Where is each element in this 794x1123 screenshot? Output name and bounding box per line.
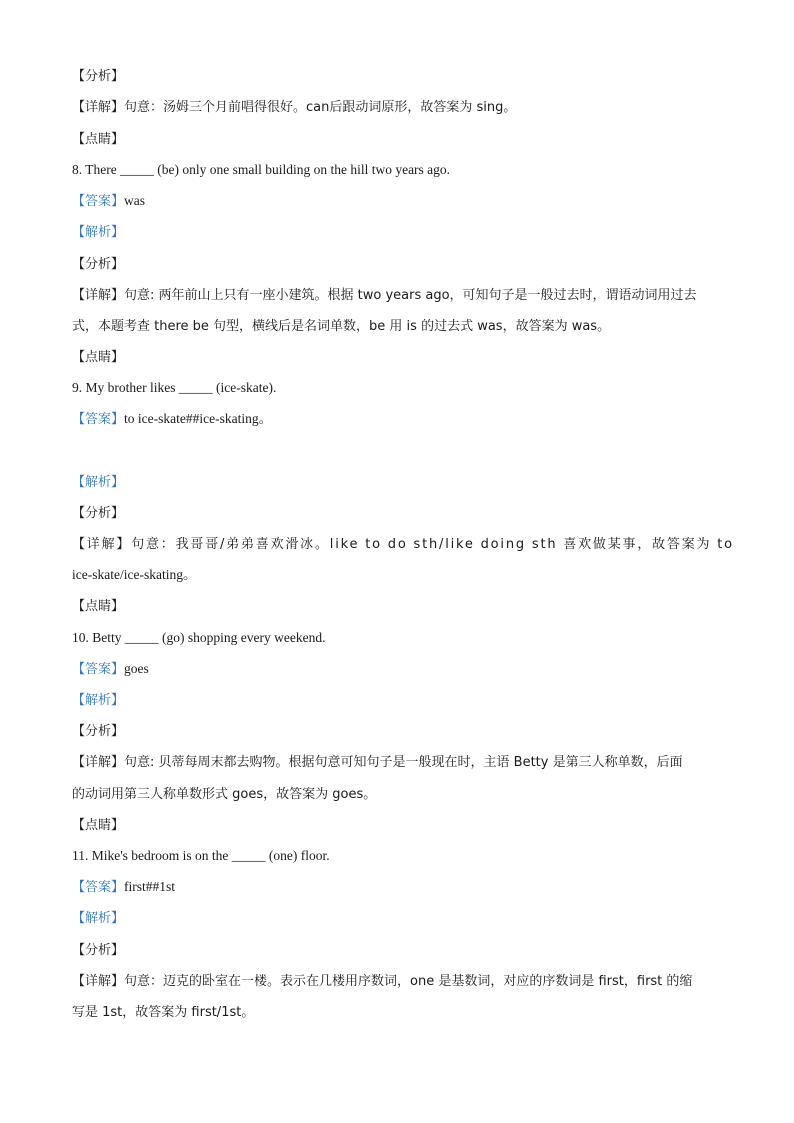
q10-detail-text-1: 句意: 贝蒂每周末都去购物。根据句意可知句子是一般现在时，主语 Betty 是第三人称单数，后面 <box>124 755 683 770</box>
q11-detail-line-2 <box>72 1002 722 1023</box>
tip-tag: 【点睛】 <box>72 818 125 833</box>
q9-detail-line-1 <box>72 534 734 555</box>
detail-tag: 【详解】 <box>72 537 132 552</box>
explanation-tag: 【解析】 <box>72 911 125 926</box>
q10-detail-line-1 <box>72 752 722 773</box>
explanation-tag: 【解析】 <box>72 693 125 708</box>
analysis-tag: 【分析】 <box>72 257 125 272</box>
q10-tip-line <box>72 815 722 836</box>
q7-detail-text: 句意：汤姆三个月前唱得很好。can后跟动词原形，故答案为 sing。 <box>124 100 517 115</box>
q8-question: 8. There _____ (be) only one small building on the hill two years ago. <box>72 162 451 177</box>
q7-analysis-line <box>72 66 722 87</box>
analysis-tag: 【分析】 <box>72 943 125 958</box>
q9-detail-text-1: 句意：我哥哥/弟弟喜欢滑冰。like to do sth/like doing sth 喜欢做某事，故答案为 to <box>131 537 734 552</box>
q8-answer-text: was <box>124 193 146 208</box>
q11-explanation-line <box>72 908 722 929</box>
q10-explanation-line <box>72 690 722 711</box>
q10-answer-line <box>72 659 722 680</box>
tip-tag: 【点睛】 <box>72 599 125 614</box>
q10-detail-text-2: 的动词用第三人称单数形式 goes，故答案为 goes。 <box>72 787 377 802</box>
q11-detail-text-2: 写是 1st，故答案为 first/1st。 <box>72 1005 255 1020</box>
tip-tag: 【点睛】 <box>72 350 125 365</box>
q8-explanation-line <box>72 222 722 243</box>
q8-detail-text-2: 式，本题考查 there be 句型，横线后是名词单数，be 用 is 的过去式 was，故答案为 was。 <box>72 319 611 334</box>
tip-tag: 【点睛】 <box>72 132 125 147</box>
q9-analysis-line <box>72 503 722 524</box>
analysis-tag: 【分析】 <box>72 506 125 521</box>
explanation-tag: 【解析】 <box>72 225 125 240</box>
q11-detail-line-1 <box>72 971 722 992</box>
analysis-tag: 【分析】 <box>72 724 125 739</box>
q11-answer-text: first##1st <box>124 879 176 894</box>
detail-tag: 【详解】 <box>72 974 125 989</box>
q7-detail-line <box>72 97 722 118</box>
q9-detail-line-2 <box>72 565 722 585</box>
analysis-tag: 【分析】 <box>72 69 125 84</box>
q9-answer-text: to ice-skate##ice-skating。 <box>124 411 273 426</box>
q10-answer-text: goes <box>124 661 149 676</box>
q9-tip-line <box>72 596 722 617</box>
q11-detail-text-1: 句意：迈克的卧室在一楼。表示在几楼用序数词，one 是基数词，对应的序数词是 first，first 的缩 <box>124 974 693 989</box>
q8-answer-line <box>72 191 722 212</box>
answer-tag: 【答案】 <box>72 412 125 427</box>
q9-explanation-line <box>72 472 722 493</box>
explanation-tag: 【解析】 <box>72 475 125 490</box>
detail-tag: 【详解】 <box>72 100 125 115</box>
q10-question: 10. Betty _____ (go) shopping every weekend. <box>72 630 326 645</box>
q11-analysis-line <box>72 940 722 961</box>
q8-detail-line-2 <box>72 316 722 337</box>
q9-answer-line <box>72 409 722 430</box>
q8-detail-line-1 <box>72 285 722 306</box>
q10-analysis-line <box>72 721 722 742</box>
q8-tip-line <box>72 347 722 368</box>
q8-analysis-line <box>72 254 722 275</box>
q9-detail-text-2: ice-skate/ice-skating。 <box>72 567 197 582</box>
answer-tag: 【答案】 <box>72 194 125 209</box>
q10-detail-line-2 <box>72 784 722 805</box>
detail-tag: 【详解】 <box>72 288 125 303</box>
q7-tip-line <box>72 129 722 150</box>
q11-question: 11. Mike's bedroom is on the _____ (one) floor. <box>72 848 330 863</box>
answer-tag: 【答案】 <box>72 662 125 677</box>
answer-tag: 【答案】 <box>72 880 125 895</box>
detail-tag: 【详解】 <box>72 755 125 770</box>
q9-question: 9. My brother likes _____ (ice-skate). <box>72 380 277 395</box>
q11-answer-line <box>72 877 722 898</box>
q8-detail-text-1: 句意: 两年前山上只有一座小建筑。根据 two years ago，可知句子是一般过去时，谓语动词用过去 <box>124 288 697 303</box>
